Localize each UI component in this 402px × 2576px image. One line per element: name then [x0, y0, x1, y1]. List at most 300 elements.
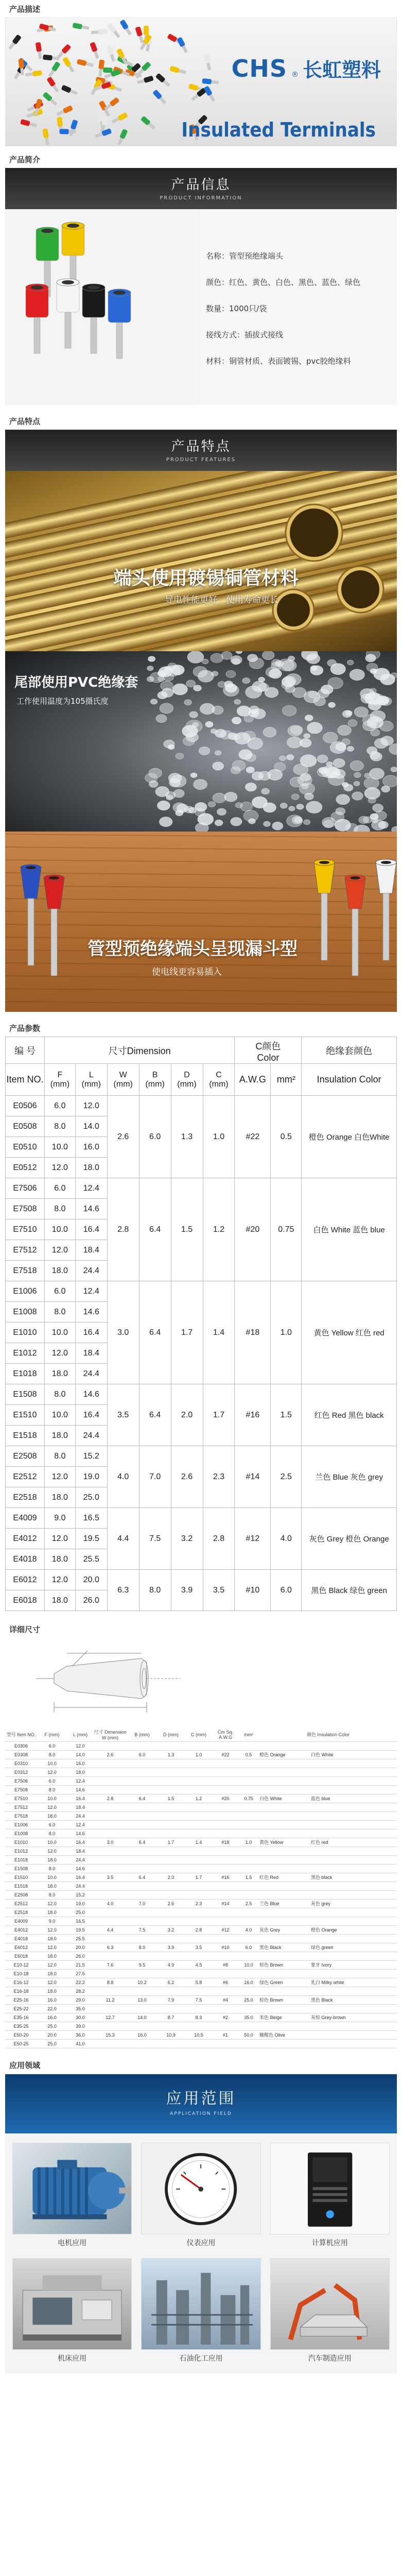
dim-cell	[213, 1987, 238, 1995]
dim-cell	[158, 1952, 184, 1960]
terminal-piece	[155, 73, 171, 88]
dim-cell	[158, 1759, 184, 1768]
param-f: 18.0	[44, 1487, 75, 1508]
dim-cell: 3.5	[94, 1873, 127, 1882]
param-header-w	[107, 1064, 139, 1096]
param-d: 3.2	[171, 1508, 203, 1570]
param-l: 16.0	[75, 1137, 107, 1158]
dim-cell	[184, 1908, 213, 1917]
dim-cell	[259, 2004, 311, 2013]
dim-cell: 16.0	[37, 2013, 67, 2022]
param-mm2: 2.5	[271, 1446, 302, 1508]
param-item-no: E1010	[6, 1323, 45, 1343]
dim-cell: 10.9	[158, 2030, 184, 2039]
param-item-no: E1510	[6, 1405, 45, 1426]
dim-cell: 21.5	[67, 1960, 94, 1969]
dim-cell: E7512	[5, 1803, 37, 1811]
terminal-piece	[107, 45, 116, 62]
dim-cell: E4009	[5, 1917, 37, 1925]
terminal-piece	[119, 19, 132, 36]
dim-cell	[158, 1908, 184, 1917]
dim-cell: 2.3	[184, 1899, 213, 1908]
param-insulation-color: 兰色 Blue 灰色 grey	[302, 1446, 397, 1508]
param-f: 18.0	[44, 1261, 75, 1281]
dim-cell	[238, 1759, 259, 1768]
param-b: 7.0	[139, 1446, 171, 1508]
param-f: 10.0	[44, 1323, 75, 1343]
dim-cell: 3.5	[184, 1943, 213, 1952]
dim-cell: 18.4	[67, 1803, 94, 1811]
dim-cell: #12	[213, 1925, 238, 1934]
dim-cell: 7.6	[94, 1960, 127, 1969]
dim-cell	[127, 1855, 158, 1864]
app-item-automotive	[270, 2258, 390, 2368]
dim-cell: 12.0	[37, 1960, 67, 1969]
dim-cell	[238, 1890, 259, 1899]
dim-cell: 2.6	[94, 1750, 127, 1759]
dim-cell	[158, 1820, 184, 1829]
info-row-color: 颜色：红色、黄色、白色、黑色、蓝色、绿色	[206, 278, 361, 287]
dim-cell: E1518	[5, 1882, 37, 1890]
terminal-piece	[61, 84, 78, 96]
dim-cell	[311, 1759, 397, 1768]
dim-cell	[311, 1934, 397, 1943]
param-row	[6, 1384, 397, 1405]
app-item-petrochem	[141, 2258, 260, 2368]
dim-cell: 24.4	[67, 1855, 94, 1864]
dim-cell: 28.2	[67, 1987, 94, 1995]
dim-cell: 16.0	[37, 1995, 67, 2004]
dim-cell: E7510	[5, 1794, 37, 1803]
dim-cell: 29.0	[67, 1995, 94, 2004]
dim-cell: 棕色 Brown	[259, 1960, 311, 1969]
param-l: 19.5	[75, 1529, 107, 1549]
terminal-piece	[68, 120, 78, 137]
dim-cell	[94, 1917, 127, 1925]
param-f: 6.0	[44, 1281, 75, 1302]
dim-cell	[238, 1882, 259, 1890]
dim-cell: 2.0	[158, 1873, 184, 1882]
dim-cell: 1.0	[184, 1750, 213, 1759]
dim-cell: 24.4	[67, 1811, 94, 1820]
dim-cell	[311, 1820, 397, 1829]
petrochem-image	[141, 2258, 260, 2350]
param-header-c-unit: (mm)	[209, 1079, 229, 1089]
dim-row	[5, 1768, 397, 1776]
dim-cell: 14.0	[127, 2013, 158, 2022]
dim-cell	[158, 1829, 184, 1838]
dim-cell: E10-12	[5, 1960, 37, 1969]
app-caption-machine-tool: 机床应用	[58, 2354, 87, 2363]
dim-cell: #4	[213, 1995, 238, 2004]
dim-cell	[238, 2022, 259, 2030]
dim-row	[5, 1785, 397, 1794]
param-mm2: 6.0	[271, 1570, 302, 1611]
dim-row	[5, 1846, 397, 1855]
param-l: 14.6	[75, 1384, 107, 1405]
dim-row	[5, 1838, 397, 1846]
param-header-d-label: D	[184, 1070, 190, 1079]
dim-cell	[238, 1855, 259, 1864]
terminal-piece	[77, 59, 94, 68]
features-subtitle: PRODUCT FEATURES	[166, 457, 236, 463]
dim-cell	[259, 1803, 311, 1811]
dim-cell: 8.8	[94, 1978, 127, 1987]
dim-cell: E1510	[5, 1873, 37, 1882]
terminal-piece	[152, 89, 167, 105]
terminal-piece	[25, 70, 42, 77]
dim-cell	[158, 2039, 184, 2048]
dim-cell: 27.5	[67, 1969, 94, 1978]
dim-cell	[238, 1776, 259, 1785]
dim-cell	[127, 1864, 158, 1873]
dim-cell	[94, 1768, 127, 1776]
dim-cell: 蓝色 blue	[311, 1794, 397, 1803]
dim-cell: 橄榄色 Olive	[259, 2030, 311, 2039]
dim-cell	[94, 1846, 127, 1855]
param-f: 10.0	[44, 1405, 75, 1426]
app-item-machine-tool	[12, 2258, 132, 2368]
dim-cell: E1008	[5, 1829, 37, 1838]
param-w: 4.4	[107, 1508, 139, 1570]
dim-cell: 红色 red	[311, 1838, 397, 1846]
dim-cell	[213, 2004, 238, 2013]
terminal-piece	[46, 76, 60, 93]
param-l: 25.0	[75, 1487, 107, 1508]
dim-cell: #6	[213, 1978, 238, 1987]
dim-cell: 18.4	[67, 1846, 94, 1855]
param-l: 16.4	[75, 1219, 107, 1240]
dim-cell: 10.0	[37, 1873, 67, 1882]
terminal-piece	[116, 129, 128, 146]
dim-cell: #10	[213, 1943, 238, 1952]
param-f: 18.0	[44, 1426, 75, 1446]
dim-cell: 5.8	[184, 1978, 213, 1987]
dim-cell: 白色 White	[311, 1750, 397, 1759]
terminal-piece	[141, 116, 156, 131]
product-info-title-bar	[5, 168, 397, 209]
param-item-no: E2512	[6, 1467, 45, 1487]
dim-cell	[259, 1768, 311, 1776]
dim-cell: 6.0	[238, 1943, 259, 1952]
param-f: 18.0	[44, 1590, 75, 1611]
terminal-piece	[42, 128, 50, 145]
dim-cell: 16.4	[67, 1873, 94, 1882]
dim-cell: 19.0	[67, 1899, 94, 1908]
dim-cell: 绿色 green	[311, 1943, 397, 1952]
dim-row	[5, 1741, 397, 1750]
computer-image	[270, 2143, 390, 2234]
param-awg: #14	[235, 1446, 271, 1508]
dim-cell	[94, 1811, 127, 1820]
dim-cell	[238, 1864, 259, 1873]
dim-cell	[94, 1829, 127, 1838]
dim-cell: 25.0	[37, 2039, 67, 2048]
dim-row	[5, 1960, 397, 1969]
dim-cell: 8.0	[37, 1750, 67, 1759]
param-header-l-label: L	[89, 1070, 94, 1079]
dim-row	[5, 1978, 397, 1987]
param-row	[6, 1508, 397, 1529]
param-c: 2.3	[203, 1446, 235, 1508]
dim-cell: 25.0	[37, 2022, 67, 2030]
feature3-subtitle: 使电线更容易插入	[152, 967, 222, 977]
dim-cell	[238, 1846, 259, 1855]
dim-cell: E35-16	[5, 2013, 37, 2022]
dim-cell: 35.0	[67, 2004, 94, 2013]
feature-copper-tube-banner	[5, 471, 397, 651]
dim-cell	[238, 1969, 259, 1978]
param-f: 6.0	[44, 1096, 75, 1116]
dim-cell: 9.0	[37, 1917, 67, 1925]
dim-cell	[94, 1864, 127, 1873]
dim-cell	[94, 1820, 127, 1829]
param-l: 15.2	[75, 1446, 107, 1467]
applications-title: 应用范围	[166, 2089, 236, 2108]
dim-cell: E1006	[5, 1820, 37, 1829]
dim-row	[5, 1776, 397, 1785]
param-l: 20.0	[75, 1570, 107, 1590]
dim-cell: 6.4	[127, 1794, 158, 1803]
product-photo	[5, 209, 201, 405]
dimension-table	[5, 1728, 397, 2048]
dim-cell	[158, 1890, 184, 1899]
dim-cell: 灰色 Grey	[259, 1925, 311, 1934]
feature2-subtitle: 工作使用温度为105摄氏度	[16, 697, 109, 706]
param-item-no: E6012	[6, 1570, 45, 1590]
param-d: 2.0	[171, 1384, 203, 1446]
dim-cell: 橙色 Orange	[311, 1925, 397, 1934]
dim-cell	[158, 1855, 184, 1864]
dim-cell	[238, 1987, 259, 1995]
dim-cell	[259, 1759, 311, 1768]
dim-row	[5, 2039, 397, 2048]
param-f: 12.0	[44, 1467, 75, 1487]
dim-cell	[311, 1776, 397, 1785]
dim-cell	[213, 1882, 238, 1890]
param-header-awg: A.W.G	[235, 1064, 271, 1096]
dim-cell	[94, 2039, 127, 2048]
dim-cell: 8.0	[127, 1943, 158, 1952]
features-title: 产品特点	[171, 439, 231, 454]
dim-cell	[158, 1776, 184, 1785]
dim-cell	[127, 1952, 158, 1960]
dim-cell: 35.0	[238, 2013, 259, 2022]
dim-cell: E6018	[5, 1952, 37, 1960]
dim-cell: 50.0	[238, 2030, 259, 2039]
dim-cell	[184, 1969, 213, 1978]
dimension-section	[5, 1638, 397, 2048]
dim-cell	[184, 1785, 213, 1794]
terminal-piece	[97, 59, 104, 76]
app-caption-meter: 仪表应用	[186, 2239, 216, 2247]
brand-name: CHS	[231, 55, 287, 82]
applications-subtitle: APPLICATION FIELD	[170, 2111, 232, 2116]
dim-cell	[184, 1759, 213, 1768]
param-l: 12.0	[75, 1096, 107, 1116]
dim-cell: 红色 Red	[259, 1873, 311, 1882]
dim-cell: 灰棕 Grey-brown	[311, 2013, 397, 2022]
dim-cell	[213, 1803, 238, 1811]
param-l: 18.0	[75, 1158, 107, 1178]
section-features-heading: 产品特点	[0, 412, 402, 430]
app-caption-automotive: 汽车制造应用	[308, 2354, 352, 2363]
terminal-piece	[202, 78, 219, 85]
param-header-c	[203, 1064, 235, 1096]
dim-cell	[238, 1952, 259, 1960]
ferrule-technical-drawing	[5, 1638, 397, 1728]
dim-cell	[184, 1864, 213, 1873]
param-f: 12.0	[44, 1240, 75, 1261]
dim-cell	[213, 1908, 238, 1917]
param-d: 2.6	[171, 1446, 203, 1508]
dim-cell: E16-18	[5, 1987, 37, 1995]
terminal-piece	[8, 34, 22, 50]
dim-cell: 乳白 Milky white	[311, 1978, 397, 1987]
dim-row	[5, 1864, 397, 1873]
dim-cell	[184, 1811, 213, 1820]
dim-cell: #16	[213, 1873, 238, 1882]
param-item-no: E7508	[6, 1199, 45, 1219]
param-mm2: 0.5	[271, 1096, 302, 1178]
dim-cell: E25-22	[5, 2004, 37, 2013]
dim-cell	[259, 1820, 311, 1829]
param-l: 25.5	[75, 1549, 107, 1570]
dim-cell	[158, 1864, 184, 1873]
dim-cell: #1	[213, 2030, 238, 2039]
param-w: 6.3	[107, 1570, 139, 1611]
params-table	[5, 1037, 397, 1611]
dim-cell	[259, 1785, 311, 1794]
dim-cell: 14.6	[67, 1785, 94, 1794]
dim-cell: 12.4	[67, 1776, 94, 1785]
dim-cell: 16.0	[238, 1978, 259, 1987]
dim-cell: 18.0	[37, 1908, 67, 1917]
feature-funnel-banner	[5, 832, 397, 1012]
meter-image	[141, 2143, 260, 2234]
dim-cell	[94, 1969, 127, 1978]
dim-cell	[94, 2004, 127, 2013]
dim-row	[5, 1820, 397, 1829]
param-header-f	[44, 1064, 75, 1096]
dim-cell	[127, 1759, 158, 1768]
param-awg: #20	[235, 1178, 271, 1281]
param-f: 6.0	[44, 1178, 75, 1199]
dim-row	[5, 1829, 397, 1838]
dim-cell: 6.3	[94, 1943, 127, 1952]
param-b: 6.4	[139, 1281, 171, 1384]
dim-cell: 8.0	[37, 1829, 67, 1838]
dim-cell: 25.5	[67, 1934, 94, 1943]
dim-cell: 黑色 Black	[259, 1943, 311, 1952]
dim-row	[5, 1995, 397, 2004]
dim-cell	[213, 1934, 238, 1943]
dim-cell	[238, 2004, 259, 2013]
dim-cell	[311, 2004, 397, 2013]
dim-cell	[238, 1803, 259, 1811]
terminal-piece	[20, 119, 37, 128]
dim-cell	[213, 1890, 238, 1899]
param-item-no: E1008	[6, 1302, 45, 1323]
dim-cell: 18.0	[37, 1987, 67, 1995]
dim-cell	[184, 1987, 213, 1995]
dim-cell	[238, 1934, 259, 1943]
param-l: 19.0	[75, 1467, 107, 1487]
dim-header-color: 颜色 Insulation Color	[259, 1728, 397, 1741]
param-mm2: 1.5	[271, 1384, 302, 1446]
param-c: 1.7	[203, 1384, 235, 1446]
param-item-no: E0510	[6, 1137, 45, 1158]
dim-cell	[94, 1952, 127, 1960]
dim-cell	[127, 1820, 158, 1829]
dim-header-c: C (mm)	[184, 1728, 213, 1741]
dim-cell	[311, 1829, 397, 1838]
param-header-c-label: C	[216, 1070, 222, 1079]
funnel-ferrule	[345, 875, 365, 976]
terminal-piece	[204, 54, 212, 71]
param-header-c-color-cn: C颜色	[255, 1041, 281, 1052]
dim-cell: E1010	[5, 1838, 37, 1846]
terminal-piece	[36, 42, 43, 59]
dim-cell: 10.5	[184, 2030, 213, 2039]
dim-row	[5, 1794, 397, 1803]
automotive-image	[270, 2258, 390, 2350]
param-l: 24.4	[75, 1364, 107, 1384]
app-caption-computer: 计算机应用	[311, 2239, 348, 2247]
dim-cell	[311, 2039, 397, 2048]
dim-cell: 1.5	[238, 1873, 259, 1882]
dim-cell	[158, 2004, 184, 2013]
dim-cell	[158, 1987, 184, 1995]
dim-cell: 25.0	[67, 1908, 94, 1917]
copper-tubes-image	[5, 471, 397, 651]
dim-cell: 12.0	[37, 1846, 67, 1855]
dim-cell	[158, 1846, 184, 1855]
param-header-b-label: B	[152, 1070, 158, 1079]
dim-cell: 3.0	[94, 1838, 127, 1846]
dim-cell: 10.2	[127, 1978, 158, 1987]
dim-cell	[213, 1811, 238, 1820]
param-l: 18.4	[75, 1343, 107, 1364]
param-l: 24.4	[75, 1261, 107, 1281]
dim-cell	[311, 1908, 397, 1917]
info-row-name: 名称：管型预绝缘端头	[206, 251, 284, 261]
dim-cell	[238, 1741, 259, 1750]
dim-cell: 12.0	[37, 1943, 67, 1952]
dim-cell: E7506	[5, 1776, 37, 1785]
param-c: 1.4	[203, 1281, 235, 1384]
dim-cell	[158, 1917, 184, 1925]
dim-cell	[127, 1882, 158, 1890]
dim-cell: E0312	[5, 1768, 37, 1776]
param-header-w-unit: (mm)	[113, 1079, 133, 1089]
dim-cell: 6.4	[127, 1873, 158, 1882]
dim-cell: 0.75	[238, 1794, 259, 1803]
dim-cell: E0306	[5, 1741, 37, 1750]
param-header-l-unit: (mm)	[81, 1079, 101, 1089]
param-item-no: E2508	[6, 1446, 45, 1467]
dim-cell	[184, 2004, 213, 2013]
param-b: 7.5	[139, 1508, 171, 1570]
dim-cell	[213, 1855, 238, 1864]
dim-cell	[311, 2030, 397, 2039]
terminal-piece	[62, 57, 76, 73]
param-item-no: E2518	[6, 1487, 45, 1508]
param-b: 8.0	[139, 1570, 171, 1611]
dim-cell	[213, 2039, 238, 2048]
dim-cell	[311, 1952, 397, 1960]
terminal-piece	[111, 112, 128, 125]
